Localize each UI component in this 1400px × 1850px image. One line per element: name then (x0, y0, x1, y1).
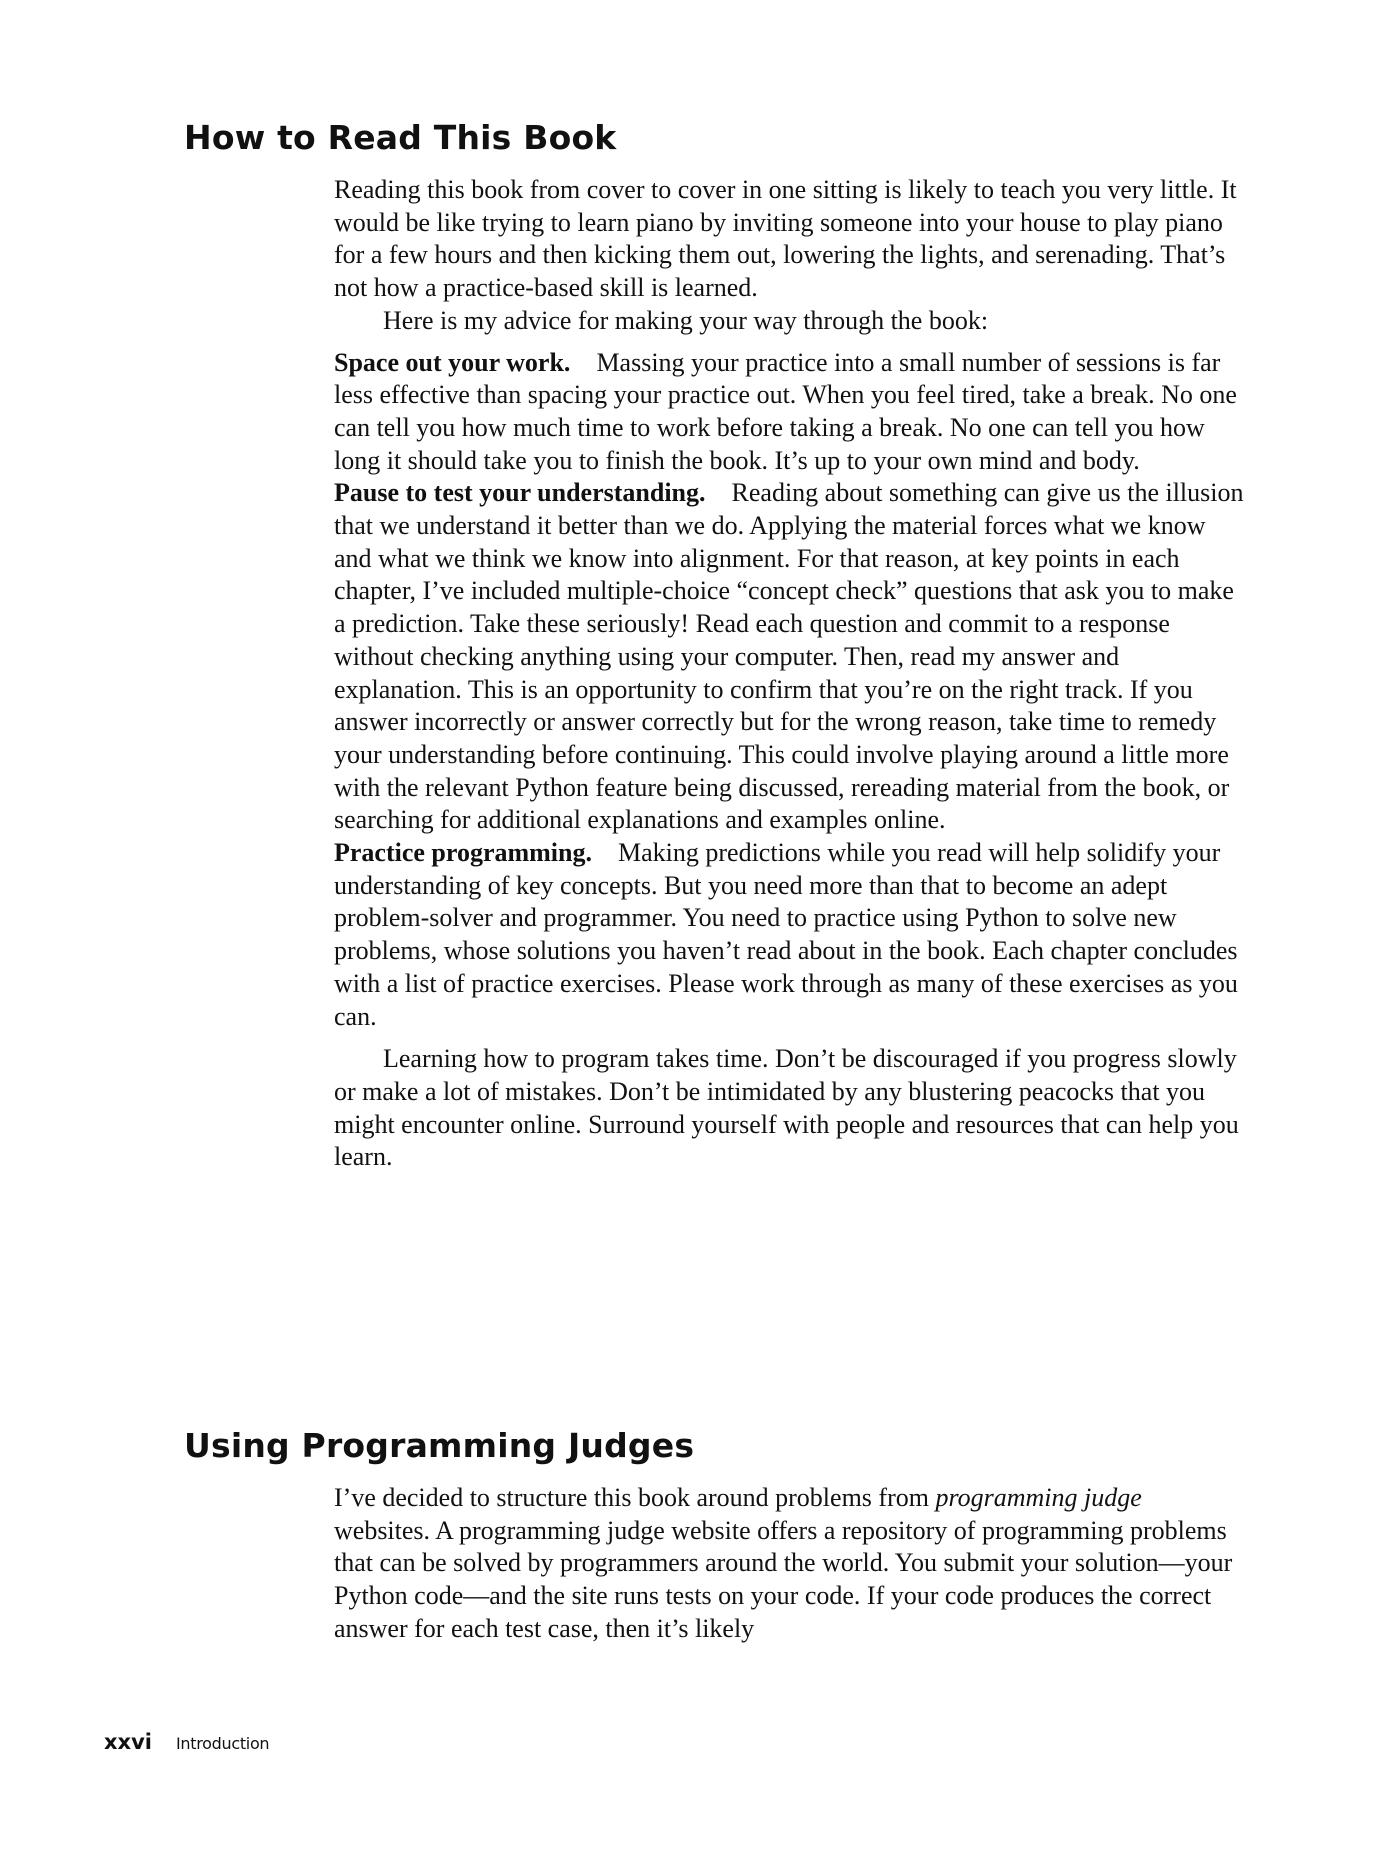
running-head: Introduction (175, 1734, 270, 1753)
page-number: xxvi (104, 1730, 152, 1754)
advice-item-pause-to-test (334, 477, 1244, 837)
page-footer (104, 1730, 269, 1754)
section-body-how-to-read (334, 174, 1244, 1174)
advice-item-text: Reading about something can give us the illusion that we understand it better than we do. Applying the material forces what we know and what we think we know into alignment. For that reason, at key points in each chapter, I’ve included multiple-choice “concept check” questions that ask you to make a prediction. Take these seriously! Read each question and commit to a response without checking anything using your computer. Then, read my answer and explanation. This is an opportunity to confirm that you’re on the right track. If you answer incorrectly or answer correctly but for the wrong reason, take time to remedy your understanding before continuing. This could involve playing around a little more with the relevant Python feature being discussed, rereading material from the book, or searching for additional explanations and examples online. (334, 478, 1244, 835)
advice-item-term: Space out your work. (334, 347, 571, 377)
advice-lead-paragraph: Here is my advice for making your way through the book: (383, 305, 989, 335)
section-body-programming-judges (334, 1482, 1244, 1646)
advice-item-space-out (334, 347, 1244, 478)
advice-item-practice-programming (334, 837, 1244, 1033)
judges-emphasis: programming judge (935, 1483, 1142, 1512)
advice-item-text: Massing your practice into a small number of sessions is far less effective than spacing your practice out. When you feel tired, take a break. No one can tell you how much time to work before taking a break. No one can tell you how long it should take you to finish the book. It’s up to your own mind and body. (334, 347, 1237, 475)
section-heading-programming-judges: Using Programming Judges (184, 1426, 695, 1465)
judges-text-before: I’ve decided to structure this book around problems from (334, 1483, 936, 1512)
section-heading-how-to-read: How to Read This Book (184, 118, 617, 157)
judges-text-after: websites. A programming judge website offers a repository of programming problems that can be solved by programmers around the world. You submit your solution—your Python code—and the site runs tests on your code. If your code produces the correct answer for each test case, then it’s likely (334, 1515, 1233, 1643)
closing-paragraph: Learning how to program takes time. Don’t be discouraged if you progress slowly or make a lot of mistakes. Don’t be intimidated by any blustering peacocks that you might encounter online. Surround yourself with people and resources that can help you learn. (334, 1044, 1239, 1172)
advice-item-term: Practice programming. (334, 838, 592, 868)
intro-paragraph: Reading this book from cover to cover in one sitting is likely to teach you very little. It would be like trying to learn piano by inviting someone into your house to play piano for a few hours and then kicking them out, lowering the lights, and serenading. That’s not how a practice-based skill is learned. (334, 175, 1237, 303)
advice-item-term: Pause to test your understanding. (334, 478, 706, 508)
advice-item-text: Making predictions while you read will help solidify your understanding of key concepts. But you need more than that to become an adept problem-solver and programmer. You need to practice using Python to solve new problems, whose solutions you haven’t read about in the book. Each chapter concludes with a list of practice exercises. Please work through as many of these exercises as you can. (334, 838, 1238, 1031)
judges-paragraph (334, 1482, 1244, 1646)
